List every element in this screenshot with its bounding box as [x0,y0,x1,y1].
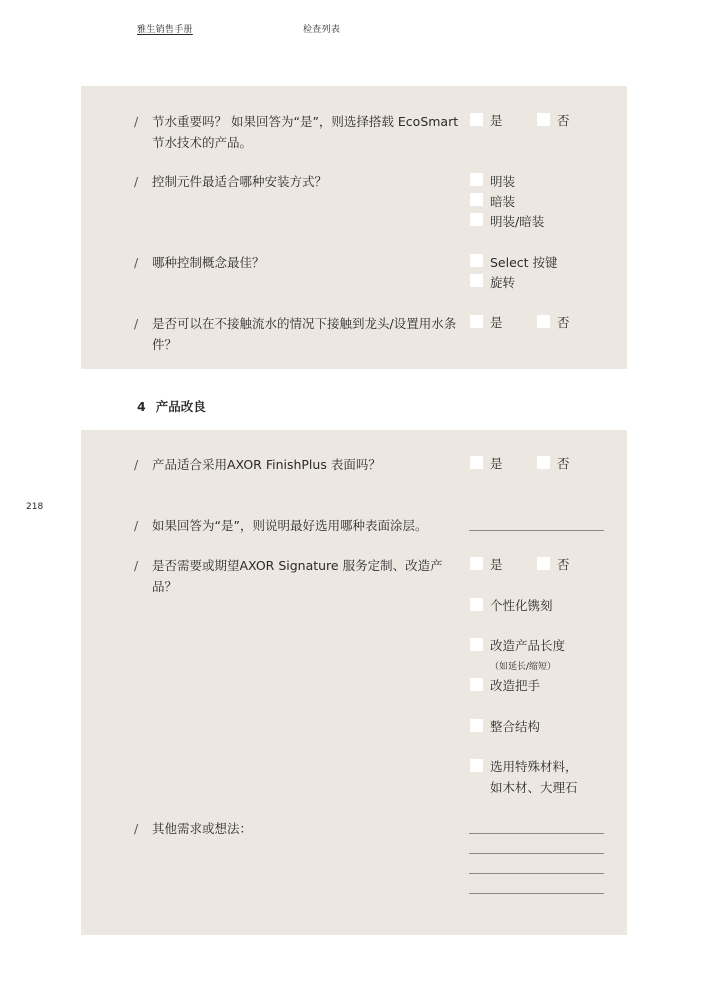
bullet-slash: / [134,821,139,836]
checkbox-exposed-concealed[interactable] [470,213,483,226]
bullet-slash: / [134,558,139,573]
checkbox-no[interactable] [537,557,550,570]
header-manual-title: 雅生销售手册 [137,25,193,35]
option-label-yes: 是 [490,557,503,572]
checkbox-yes[interactable] [470,456,483,469]
question-surface-finish [134,515,462,536]
option-label-select-button: Select 按键 [490,255,558,270]
answer-line-1[interactable] [469,833,604,834]
question-water-saving [134,111,462,153]
bullet-slash: / [134,518,139,533]
question-finishplus [134,454,462,475]
question-text: 如果回答为“是”，则说明最好选用哪种表面涂层。 [152,518,428,533]
checkbox-handle[interactable] [470,678,483,691]
question-control-concept [134,252,462,273]
question-touchless [134,313,462,355]
option-label-no: 否 [557,315,570,330]
answer-line-3[interactable] [469,873,604,874]
section-number: 4 [137,399,146,414]
option-label-exposed-concealed: 明装/暗装 [490,214,545,229]
option-label-no: 否 [557,557,570,572]
checkbox-select-button[interactable] [470,254,483,267]
question-text: 是否需要或期望AXOR Signature 服务定制、改造产品？ [152,558,443,594]
option-label-rotary: 旋转 [490,275,516,290]
option-label-material-examples: 如木材、大理石 [490,780,578,795]
checkbox-length[interactable] [470,638,483,651]
question-text: 产品适合采用AXOR FinishPlus 表面吗？ [152,457,381,472]
option-label-handle: 改造把手 [490,678,541,693]
question-text: 控制元件最适合哪种安装方式？ [152,174,328,189]
checkbox-concealed[interactable] [470,193,483,206]
question-other-needs [134,818,462,839]
option-label-yes: 是 [490,315,503,330]
option-label-exposed: 明装 [490,174,516,189]
option-label-concealed: 暗装 [490,194,516,209]
question-text: 节水重要吗？ 如果回答为“是”，则选择搭载 EcoSmart 节水技术的产品。 [152,114,459,150]
length-note: （如延长/缩短） [490,662,557,672]
checkbox-exposed[interactable] [470,173,483,186]
checkbox-special-material[interactable] [470,759,483,772]
section-heading [137,397,206,415]
question-text: 哪种控制概念最佳？ [152,255,265,270]
checkbox-yes[interactable] [470,557,483,570]
checkbox-no[interactable] [537,315,550,328]
checkbox-rotary[interactable] [470,274,483,287]
header-section-title: 检查列表 [303,25,341,35]
answer-line-surface-finish[interactable] [469,530,604,531]
option-label-length: 改造产品长度 [490,638,566,653]
section-title-text: 产品改良 [155,399,206,414]
checkbox-no[interactable] [537,113,550,126]
checkbox-no[interactable] [537,456,550,469]
checkbox-engraving[interactable] [470,598,483,611]
option-label-integration: 整合结构 [490,719,541,734]
checkbox-integration[interactable] [470,719,483,732]
bullet-slash: / [134,316,139,331]
checkbox-yes[interactable] [470,315,483,328]
question-installation [134,171,462,192]
question-text: 是否可以在不接触流水的情况下接触到龙头/设置用水条件？ [152,316,457,352]
option-label-yes: 是 [490,113,503,128]
option-label-special-material: 选用特殊材料， [490,759,578,774]
question-text: 其他需求或想法： [152,821,253,836]
checkbox-yes[interactable] [470,113,483,126]
option-label-yes: 是 [490,456,503,471]
option-label-no: 否 [557,456,570,471]
bullet-slash: / [134,114,139,129]
page-number: 218 [26,502,44,512]
option-label-no: 否 [557,113,570,128]
answer-line-2[interactable] [469,853,604,854]
option-label-engraving: 个性化镌刻 [490,598,553,613]
question-signature-service [134,555,462,597]
bullet-slash: / [134,457,139,472]
checklist-panel-customization [81,430,627,935]
bullet-slash: / [134,174,139,189]
answer-line-4[interactable] [469,893,604,894]
bullet-slash: / [134,255,139,270]
